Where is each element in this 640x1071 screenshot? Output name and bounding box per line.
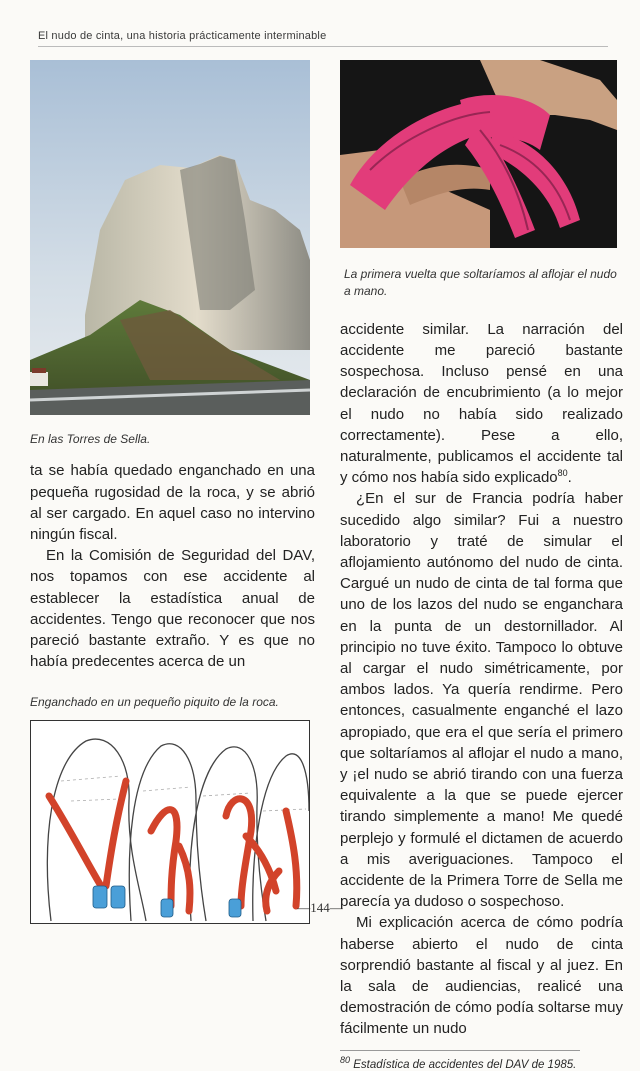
right-paragraph [340, 319, 623, 489]
hands-knot-photo [340, 60, 617, 248]
paragraph-text: . [567, 469, 572, 487]
footnote-number: 80 [340, 1054, 351, 1065]
left-column [30, 60, 315, 924]
right-paragraph: Mi explicación acerca de cómo podría haberse abierto el nudo de cinta sorprendió bastante al fiscal y al juez. En la sala de audiencias, realicé una demostración de cómo podía soltarse muy fácilmente un nudo [340, 914, 623, 1038]
mountain-illustration [30, 60, 310, 415]
footnote [340, 1054, 623, 1071]
hands-caption: La primera vuelta que soltaríamos al aflojar el nudo a mano. [344, 267, 617, 299]
right-body [340, 319, 623, 1040]
footnote-reference[interactable]: 80 [557, 468, 568, 479]
right-column [340, 60, 623, 1071]
footnote-divider [340, 1050, 580, 1051]
rock-sequence-caption: Enganchado en un pequeño piquito de la roca. [30, 695, 279, 710]
right-paragraph: ¿En el sur de Francia podría haber sucedido algo similar? Fui a nuestro laboratorio y traté de simular el aflojamiento autónomo del nudo de cinta. Cargué un nudo de cinta de tal forma que uno de los lazos del nudo se enganchara en la punta de un destornillador. Al principio no tuve éxito. Tampoco lo obtuve al cargar el nudo simétricamente, por ambos lados. Ya quería rendirme. Pero entonces, casualmente enganché el lazo apropiado, que era el que sería el primero que soltaríamos al aflojar el nudo a mano, y ¡el nudo se abrió tirando con una fuerza equivalente a la que se puede ejercer tirando simplemente a mano! Me quedé perplejo y formulé el dictamen de acuerdo a mis averiguaciones. Tampoco el accidente de la Primera Torre de Sella me parecía ya dudoso o sospechoso. [340, 490, 623, 911]
left-body [30, 460, 315, 672]
mountain-photo [30, 60, 310, 415]
mountain-caption: En las Torres de Sella. [30, 432, 151, 446]
paragraph-text: accidente similar. La narración del accidente me pareció bastante sospechosa. Incluso pensé en una declaración de encubrimiento (a lo mejor el nudo no había sido realizado correctamente). Pese a ello, naturalmente, publicamos el accidente tal y cómo nos había sido explicado [340, 320, 623, 487]
running-header: El nudo de cinta, una historia prácticamente interminable [38, 30, 608, 47]
footnote-text: Estadística de accidentes del DAV de 1985. [353, 1058, 577, 1071]
hands-knot-illustration [340, 60, 617, 248]
left-paragraph: En la Comisión de Seguridad del DAV, nos topamos con ese accidente al establecer la estadística anual de accidentes. Tengo que reconocer que nos pareció bastante extraño. Y es que no había predecentes acerca de un [30, 547, 315, 671]
knot-sequence-illustration [31, 721, 309, 923]
rock-sequence-figure [30, 720, 310, 924]
page-number: —144— [297, 900, 343, 915]
left-paragraph: ta se había quedado enganchado en una pequeña rugosidad de la roca, y se abrió al ser cargado. En aquel caso no intervino ningún fiscal. [30, 462, 315, 543]
